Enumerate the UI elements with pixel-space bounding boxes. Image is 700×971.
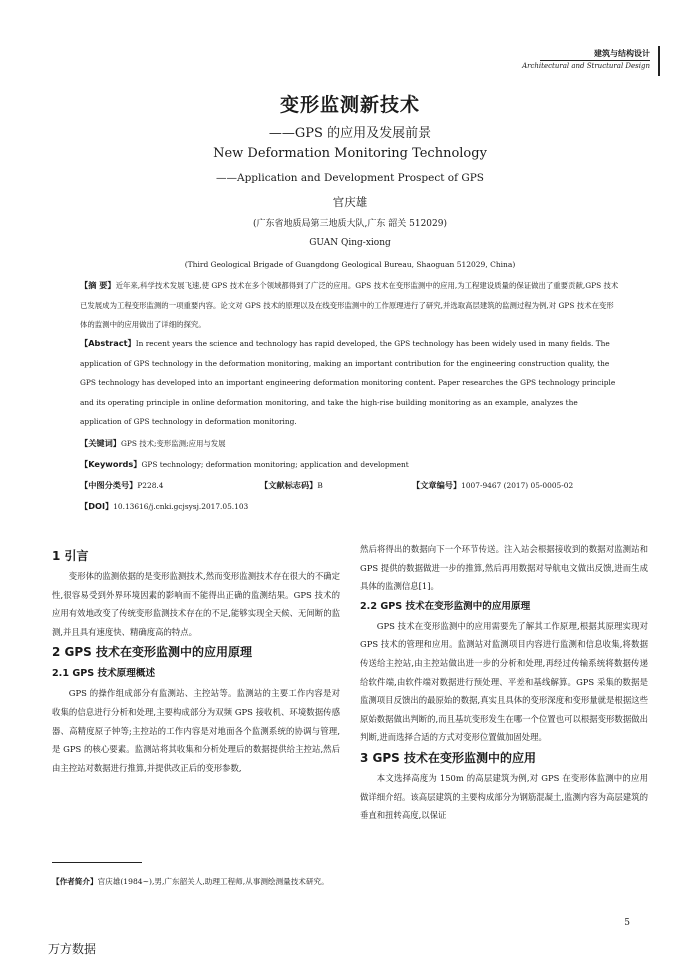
article-label: 【文章编号】 — [412, 480, 462, 490]
section-3-heading: 3 GPS 技术在变形监测中的应用 — [360, 750, 536, 765]
abstract-cn — [80, 276, 620, 335]
section-1-heading: 1 引言 — [52, 549, 89, 563]
journal-rule — [540, 60, 650, 61]
abstract-cn-label: 【摘 要】 — [80, 280, 116, 290]
section-2-1-paragraph: GPS 的操作组成部分有监测站、主控站等。监测站的主要工作内容是对收集的信息进行分析和处理,主要构成部分为双频 GPS 接收机、环境数据传感器、高精度原子钟等;主控站的工作内容是对地面各个监测系统的协调与管理,是 GPS 的核心要素。监测站将其收集和分析处理后的数据提供给主控站,然后由主控站对数据进行推算,并提供改正后的变形参数, — [52, 688, 340, 773]
journal-name-en: Architectural and Structural Design — [522, 62, 650, 70]
section-3-paragraph: 本文选择高度为 150m 的高层建筑为例,对 GPS 在变形体监测中的应用做详细介绍。该高层建筑的主要构成部分为钢筋混凝土,监测内容为高层建筑的垂直和扭转高度,以保证 — [360, 772, 648, 821]
author-name: 官庆雄 — [332, 195, 368, 209]
right-column — [360, 540, 648, 825]
footnote-rule — [52, 862, 142, 863]
keywords-en-label: 【Keywords】 — [80, 459, 142, 469]
paper-subtitle: ——GPS 的应用及发展前景 — [268, 126, 432, 141]
journal-header — [458, 46, 660, 76]
doi-label: 【DOI】 — [80, 501, 114, 511]
paper-title-en: New Deformation Monitoring Technology — [213, 146, 487, 161]
section-2-2-heading: 2.2 GPS 技术在变形监测中的应用原理 — [360, 600, 531, 612]
section-2-2-paragraph: GPS 技术在变形监测中的应用需要先了解其工作原理,根据其原理实现对 GPS 技术的管理和应用。监测站对监测项目内容进行监测和信息收集,将数据传送给主控站,由主控站做出进一步的分析和处理,再经过传输系统将数据传递给软件端,由软件端对数据进行预处理、平差和基线解算。GPS 采集的数据是监测项目反馈出的最原始的数据,真实且具体的变形深度和变形量就是根据这些原始数据做出判断的,而且基坑变形发生在哪一个位置也可以根据变形数据做出判断,进而选择合适的方式对变形位置做加固处理。 — [360, 620, 648, 743]
clc-value: P228.4 — [137, 481, 164, 490]
footnote-label: 【作者简介】 — [52, 877, 98, 886]
keywords-en-text: GPS technology; deformation monitoring; application and development — [141, 460, 409, 469]
footnote-text: 官庆雄(1984~),男,广东韶关人,助理工程师,从事测绘测量技术研究。 — [97, 877, 329, 886]
author-name-en: GUAN Qing-xiong — [309, 238, 391, 248]
section-2-heading: 2 GPS 技术在变形监测中的应用原理 — [52, 645, 252, 660]
author-bio-footnote — [52, 872, 340, 892]
doccode-value: B — [317, 481, 323, 490]
article-number — [412, 476, 622, 496]
abstract-en — [80, 334, 620, 432]
abstract-cn-text: 近年来,科学技术发展飞速,使 GPS 技术在多个领域都得到了广泛的应用。GPS 技术在变形监测中的应用,为工程建设质量的保证做出了重要贡献,GPS 技术已发展成为工程变形监测的一项重要内容。论文对 GPS 技术的原理以及在线变形监测中的工作原理进行了研究,并选取高层建筑的监测过程为例,对 GPS 技术在变形体的监测中的应用做出了详细的探究。 — [80, 281, 619, 329]
doccode-label: 【文献标志码】 — [260, 480, 318, 490]
section-1-paragraph: 变形体的监测依据的是变形监测技术,然而变形监测技术存在很大的不确定性,很容易受到外界环境因素的影响而不能得出正确的监测结果。GPS 技术的应用有效地改变了传统变形监测技术存在的不足,能够实现全天候、无间断的监测,并且具有速度快、精确度高的特点。 — [52, 571, 340, 637]
keywords-en — [80, 455, 620, 475]
paper-title: 变形监测新技术 — [279, 94, 420, 116]
abstract-en-text: In recent years the science and technology has rapid developed, the GPS technology has been widely used in many fields. The application of GPS technology in the deformation monitoring, making an important contribution for the engineering construction quality, the GPS technology has developed into an important engineering deformation monitoring content. Paper researches the GPS technology principle and its operating principle in online deformation monitoring, and take the high-rise building monitoring as an example, analyzes the application of GPS technology in deformation monitoring. — [80, 339, 616, 426]
document-code — [260, 476, 420, 496]
watermark: 万方数据 — [48, 942, 97, 956]
page-number: 5 — [624, 918, 630, 928]
section-2-1-continued: 然后将得出的数据向下一个环节传送。注入站会根据接收到的数据对监测站和 GPS 提供的数据做进一步的推算,然后再用数据对导航电文做出反馈,进而生成具体的监测信息[1]。 — [360, 544, 648, 592]
keywords-cn-text: GPS 技术;变形监测;应用与发展 — [120, 439, 226, 448]
keywords-cn — [80, 434, 620, 454]
paper-subtitle-en: ——Application and Development Prospect of GPS — [216, 172, 484, 184]
left-column — [52, 545, 340, 777]
article-value: 1007-9467 (2017) 05-0005-02 — [461, 481, 574, 490]
author-affiliation: (广东省地质局第三地质大队,广东 韶关 512029) — [253, 219, 447, 229]
author-affiliation-en: (Third Geological Brigade of Guangdong Geological Bureau, Shaoguan 512029, China) — [184, 260, 516, 269]
keywords-cn-label: 【关键词】 — [80, 438, 121, 448]
section-2-1-heading: 2.1 GPS 技术原理概述 — [52, 668, 156, 680]
journal-name-cn: 建筑与结构设计 — [594, 49, 650, 58]
doi — [80, 497, 620, 517]
abstract-en-label: 【Abstract】 — [80, 338, 136, 348]
clc-label: 【中图分类号】 — [80, 480, 138, 490]
doi-value: 10.13616/j.cnki.gcjsysj.2017.05.103 — [113, 502, 249, 511]
